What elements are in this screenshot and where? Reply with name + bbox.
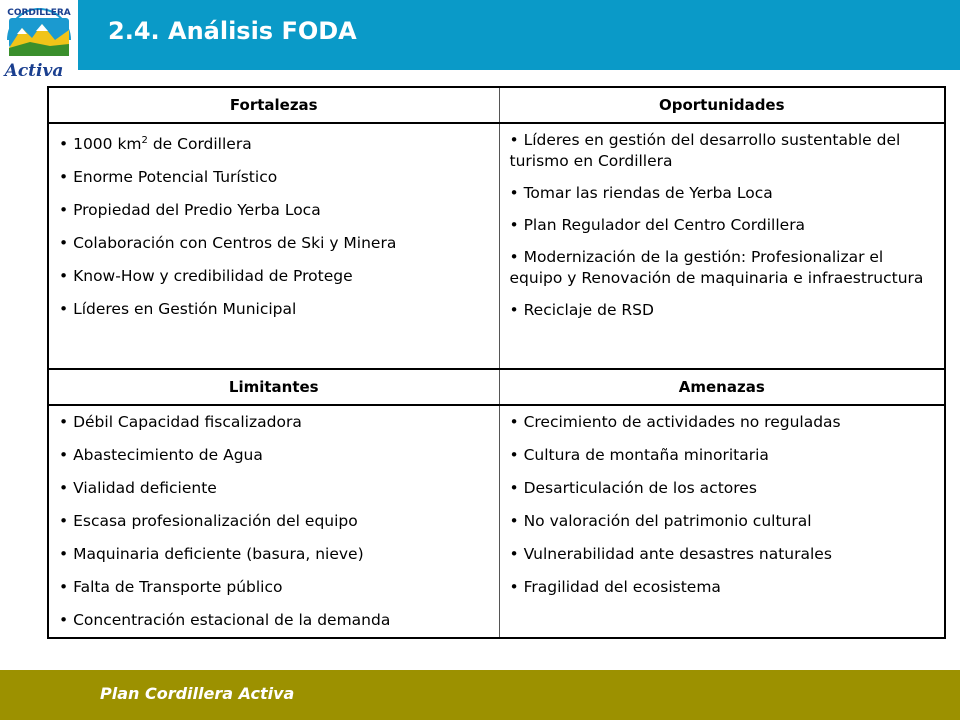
oportunidades-cell (499, 123, 945, 369)
fortalezas-list (59, 130, 489, 320)
list-item: • Colaboración con Centros de Ski y Minera (59, 233, 489, 254)
list-item: • Cultura de montaña minoritaria (510, 445, 935, 466)
list-item: • Modernización de la gestión: Profesionalizar el equipo y Renovación de maquinaria e infraestructura (510, 247, 935, 289)
list-item: • Maquinaria deficiente (basura, nieve) (59, 544, 489, 565)
amenazas-list (510, 412, 935, 598)
list-item: • 1000 $km^2$ de Cordillera (59, 130, 489, 155)
fortalezas-cell (48, 123, 499, 369)
list-item: • Crecimiento de actividades no reguladas (510, 412, 935, 433)
list-item: • Escasa profesionalización del equipo (59, 511, 489, 532)
list-item: • Reciclaje de RSD (510, 300, 935, 321)
footer-text: Plan Cordillera Activa (100, 684, 295, 703)
logo (0, 0, 78, 82)
table-row (48, 123, 945, 369)
list-item: • Tomar las riendas de Yerba Loca (510, 183, 935, 204)
page-title: 2.4. Análisis FODA (108, 17, 357, 45)
limitantes-list (59, 412, 489, 631)
amenazas-cell (499, 405, 945, 638)
amenazas-heading: Amenazas (499, 369, 945, 405)
table-header-row (48, 369, 945, 405)
cordillera-activa-logo-icon (0, 0, 78, 82)
list-item: • Falta de Transporte público (59, 577, 489, 598)
table-row (48, 405, 945, 638)
list-item: • Concentración estacional de la demanda (59, 610, 489, 631)
limitantes-heading: Limitantes (48, 369, 499, 405)
list-item: • Abastecimiento de Agua (59, 445, 489, 466)
fortalezas-heading: Fortalezas (48, 87, 499, 123)
oportunidades-heading: Oportunidades (499, 87, 945, 123)
list-item: • Plan Regulador del Centro Cordillera (510, 215, 935, 236)
list-item: • Fragilidad del ecosistema (510, 577, 935, 598)
foda-table (47, 86, 946, 639)
logo-text-top: CORDILLERA (7, 8, 71, 18)
logo-text-bottom: Activa (4, 61, 64, 81)
list-item: • Propiedad del Predio Yerba Loca (59, 200, 489, 221)
oportunidades-list (510, 130, 935, 321)
limitantes-cell (48, 405, 499, 638)
list-item: • Líderes en Gestión Municipal (59, 299, 489, 320)
list-item: • Débil Capacidad fiscalizadora (59, 412, 489, 433)
list-item: • Desarticulación de los actores (510, 478, 935, 499)
list-item: • Líderes en gestión del desarrollo sustentable del turismo en Cordillera (510, 130, 935, 172)
table-header-row (48, 87, 945, 123)
list-item: • Enorme Potencial Turístico (59, 167, 489, 188)
list-item: • Vialidad deficiente (59, 478, 489, 499)
list-item: • No valoración del patrimonio cultural (510, 511, 935, 532)
list-item: • Know-How y credibilidad de Protege (59, 266, 489, 287)
list-item: • Vulnerabilidad ante desastres naturales (510, 544, 935, 565)
